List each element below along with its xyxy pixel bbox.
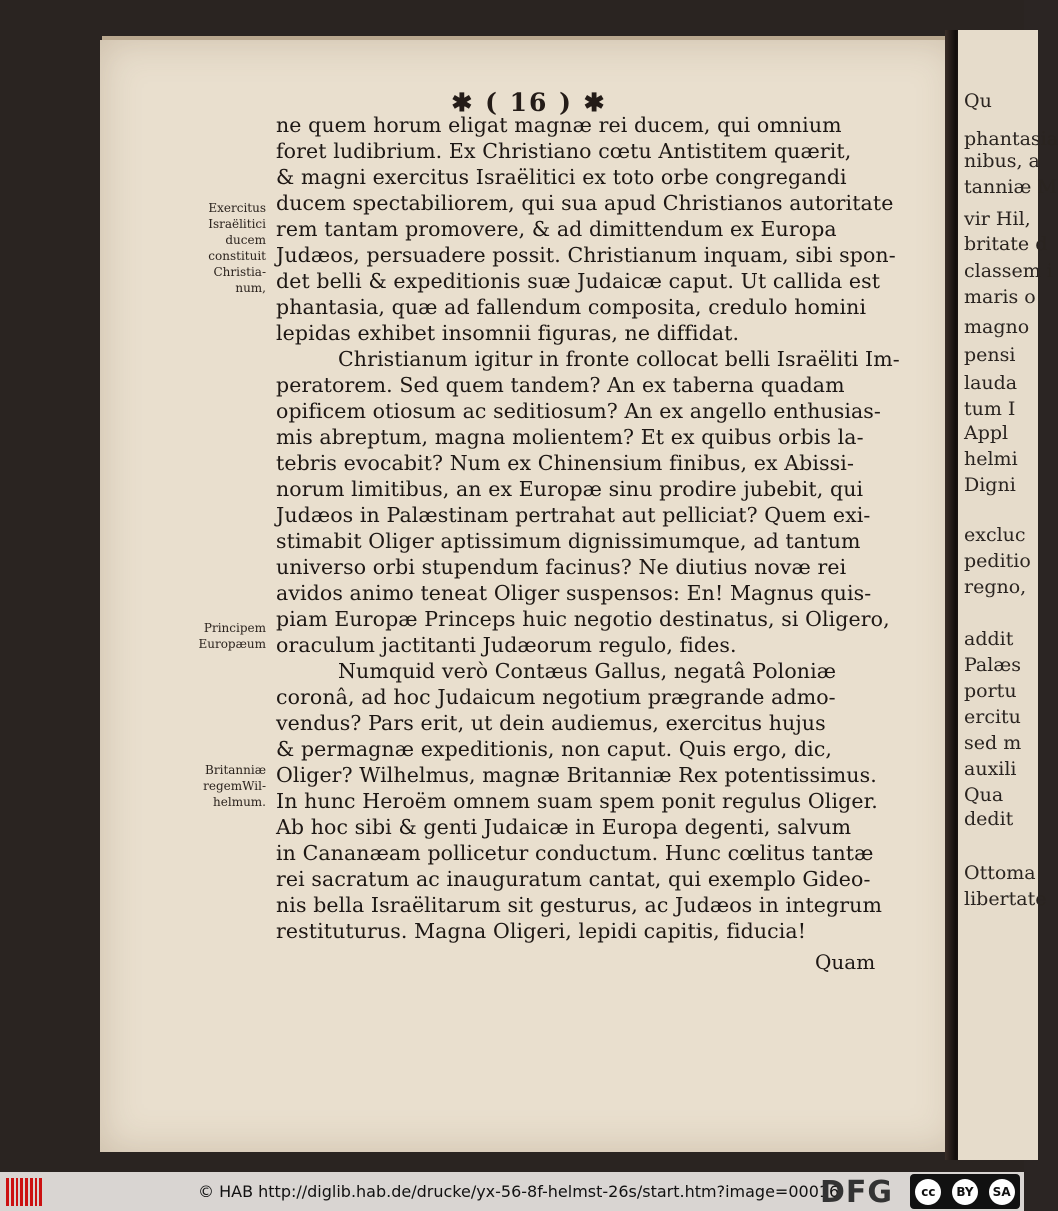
book-page — [100, 40, 958, 1152]
text-line: ne quem horum eligat magnæ rei ducem, qui omnium — [276, 113, 842, 137]
source-url[interactable]: © HAB http://diglib.hab.de/drucke/yx-56-8f-helmst-26s/start.htm?image=00016 — [198, 1182, 840, 1201]
cc-license-badge[interactable] — [910, 1174, 1020, 1209]
text-line: tebris evocabit? Num ex Chinensium finibus, ex Abissi- — [276, 451, 854, 475]
facing-page-fragment: lauda — [964, 372, 1018, 394]
facing-page-fragment: Digni — [964, 474, 1016, 496]
text-line: mis abreptum, magna molientem? Et ex quibus orbis la- — [276, 425, 864, 449]
margin-note-line: Exercitus — [208, 201, 266, 215]
text-line: phantasia, quæ ad fallendum composita, credulo homini — [276, 295, 867, 319]
text-line: foret ludibrium. Ex Christiano cœtu Antistitem quærit, — [276, 139, 852, 163]
catchword: Quam — [815, 950, 876, 974]
facing-page-fragment: tum I — [964, 398, 1016, 420]
facing-page-fragment: portu — [964, 680, 1017, 702]
text-line: & permagnæ expeditionis, non caput. Quis ergo, dic, — [276, 737, 833, 761]
facing-page-fragment: vir Hil, — [964, 208, 1031, 230]
text-line: Ab hoc sibi & genti Judaicæ in Europa degenti, salvum — [276, 815, 852, 839]
page-header: ✱ ( 16 ) ✱ — [451, 88, 607, 117]
facing-page-fragment: magno — [964, 316, 1030, 338]
facing-page-fragment: Ottoma — [964, 862, 1036, 884]
facing-page-fragment: maris o — [964, 286, 1036, 308]
facing-page — [958, 30, 1058, 1160]
margin-note-line: Christia- — [213, 265, 266, 279]
margin-note-line: helmum. — [213, 795, 266, 809]
text-line: & magni exercitus Israëlitici ex toto orbe congregandi — [276, 165, 847, 189]
margin-note-line: Britanniæ — [205, 763, 266, 777]
margin-note-line: constituit — [208, 249, 266, 263]
text-line: norum limitibus, an ex Europæ sinu prodire jubebit, qui — [276, 477, 864, 501]
text-line: vendus? Pars erit, ut dein audiemus, exercitus hujus — [276, 711, 826, 735]
facing-page-fragment: peditio — [964, 550, 1031, 572]
margin-note-line: Principem — [203, 621, 266, 635]
facing-page-fragment: britate d — [964, 233, 1048, 255]
margin-note-line: Israëlitici — [208, 217, 266, 231]
margin-note-line: ducem — [225, 233, 266, 247]
body-text — [276, 112, 900, 944]
text-line: opificem otiosum ac seditiosum? An ex angello enthusias- — [276, 399, 881, 423]
facing-page-fragment: Qua — [964, 784, 1004, 806]
facing-page-fragment: auxili — [964, 758, 1017, 780]
text-line: piam Europæ Princeps huic negotio destinatus, si Oligero, — [276, 607, 890, 631]
license-sa-icon: SA — [989, 1179, 1015, 1205]
text-line: lepidas exhibet insomnii figuras, ne diffidat. — [276, 321, 740, 345]
text-line: avidos animo teneat Oliger suspensos: En! Magnus quis- — [276, 581, 872, 605]
text-line: peratorem. Sed quem tandem? An ex taberna quadam — [276, 373, 845, 397]
license-cc-icon: cc — [915, 1179, 941, 1205]
text-line: Christianum igitur in fronte collocat belli Israëliti Im- — [338, 347, 900, 371]
text-line: det belli & expeditionis suæ Judaicæ caput. Ut callida est — [276, 269, 881, 293]
text-line: coronâ, ad hoc Judaicum negotium prægrande admo- — [276, 685, 836, 709]
facing-page-fragment: regno, — [964, 576, 1027, 598]
facing-page-fragment: Palæs — [964, 654, 1021, 676]
text-line: Numquid verò Contæus Gallus, negatâ Poloniæ — [338, 659, 837, 683]
text-line: stimabit Oliger aptissimum dignissimumque, ad tantum — [276, 529, 861, 553]
margin-note-exercitus — [176, 200, 266, 296]
text-line: restituturus. Magna Oligeri, lepidi capitis, fiducia! — [276, 919, 807, 943]
text-line: Oliger? Wilhelmus, magnæ Britanniæ Rex potentissimus. — [276, 763, 877, 787]
text-line: nis bella Israëlitarum sit gesturus, ac Judæos in integrum — [276, 893, 882, 917]
facing-page-fragment: excluc — [964, 524, 1026, 546]
facing-page-fragment: dedit — [964, 808, 1014, 830]
text-line: in Cananæam pollicetur conductum. Hunc cœlitus tantæ — [276, 841, 874, 865]
text-line: rei sacratum ac inauguratum cantat, qui exemplo Gideo- — [276, 867, 871, 891]
facing-page-fragment: ercitu — [964, 706, 1021, 728]
license-by-icon: BY — [952, 1179, 978, 1205]
facing-page-fragment: addit — [964, 628, 1014, 650]
facing-page-fragment: Qu — [964, 90, 992, 112]
text-line: rem tantam promovere, & ad dimittendum ex Europa — [276, 217, 837, 241]
hab-logo-icon — [6, 1178, 42, 1206]
facing-page-fragment: classem i — [964, 260, 1053, 282]
margin-note-britanniae — [176, 762, 266, 810]
margin-note-line: Europæum — [198, 637, 266, 651]
text-line: In hunc Heroëm omnem suam spem ponit regulus Oliger. — [276, 789, 878, 813]
margin-note-line: num, — [235, 281, 266, 295]
facing-page-fragment: helmi — [964, 448, 1018, 470]
facing-page-fragment: Appl — [964, 422, 1009, 444]
text-line: ducem spectabiliorem, qui sua apud Christianos autoritate — [276, 191, 894, 215]
facing-page-fragment: sed m — [964, 732, 1022, 754]
text-line: universo orbi stupendum facinus? Ne diutius novæ rei — [276, 555, 847, 579]
margin-note-line: regemWil- — [203, 779, 266, 793]
text-line: Judæos, persuadere possit. Christianum inquam, sibi spon- — [276, 243, 896, 267]
facing-page-fragment: tanniæ M — [964, 176, 1057, 198]
margin-note-principem — [176, 620, 266, 652]
text-line: oraculum jactitanti Judæorum regulo, fides. — [276, 633, 737, 657]
facing-page-fragment: phantasia — [964, 128, 1058, 150]
facing-page-fragment: pensi — [964, 344, 1016, 366]
footer-bar — [0, 1172, 1024, 1211]
facing-page-fragment: libertate — [964, 888, 1047, 910]
dfg-logo: DFG — [820, 1175, 894, 1210]
facing-page-fragment: nibus, a — [964, 150, 1040, 172]
text-line: Judæos in Palæstinam pertrahat aut pelliciat? Quem exi- — [276, 503, 871, 527]
